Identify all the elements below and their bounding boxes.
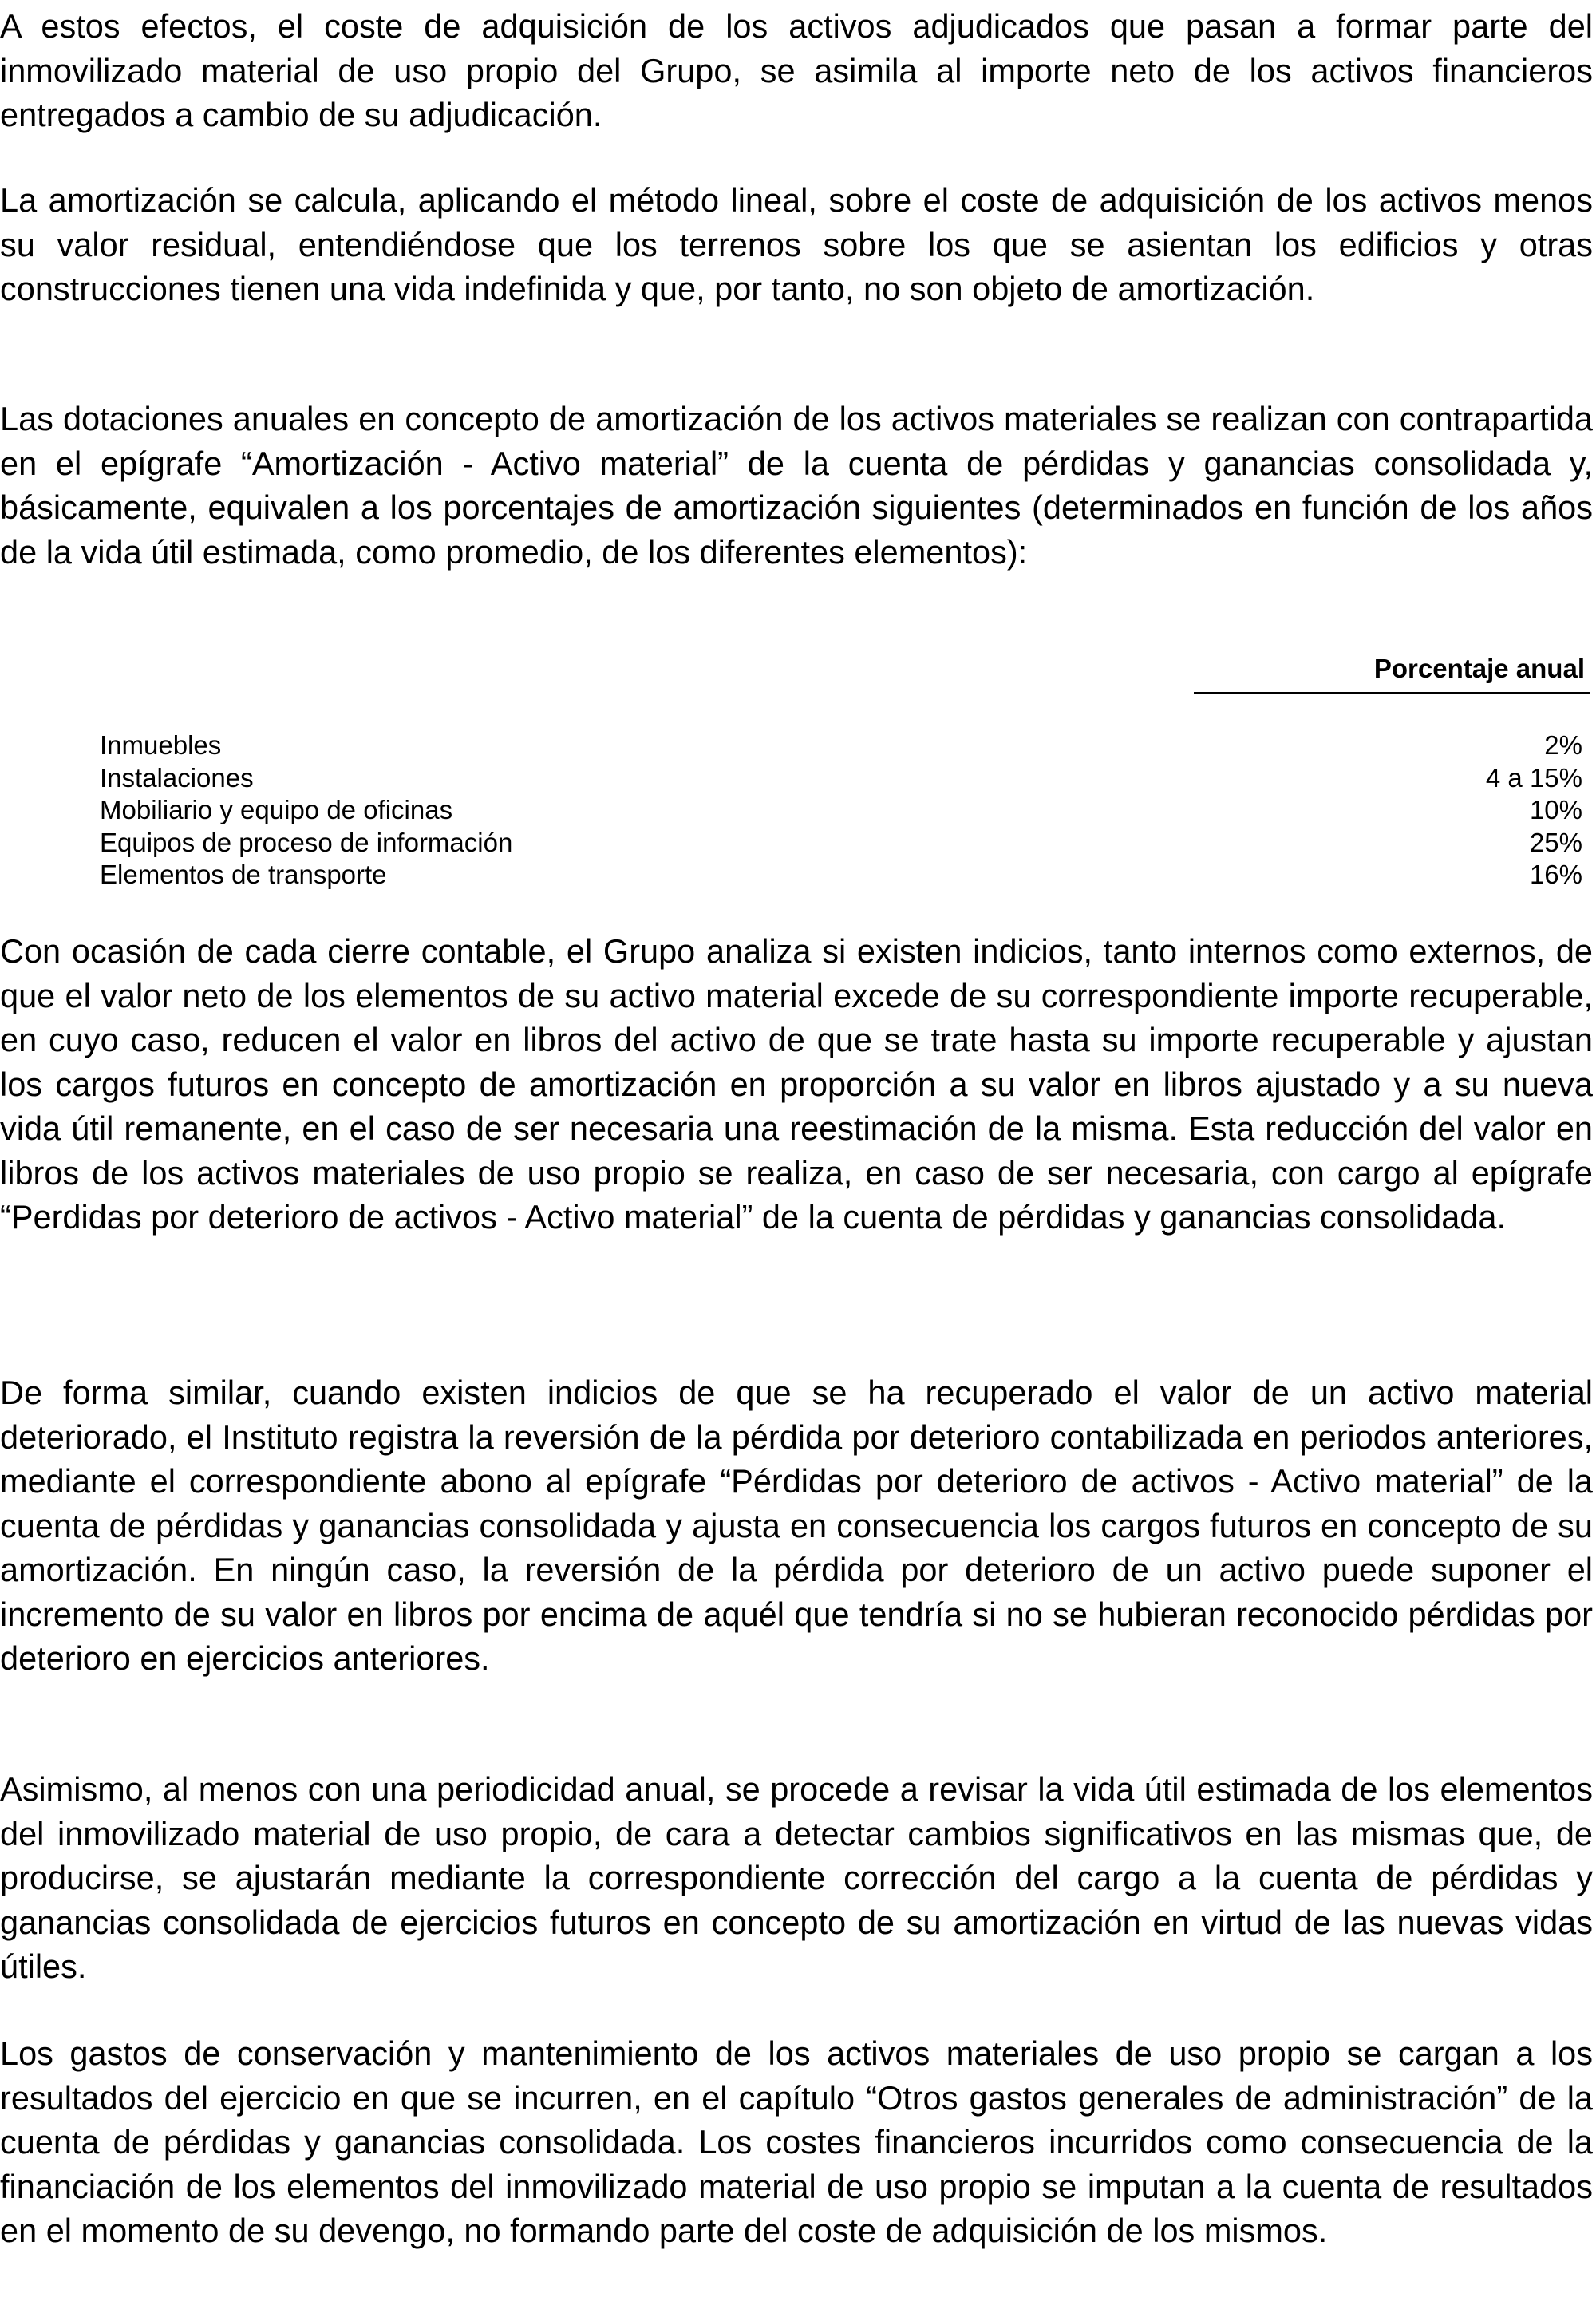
paragraph-revision-vida-util: Asimismo, al menos con una periodicidad anual, se procede a revisar la vida útil estimada de los elementos del inmovilizado material de uso propio, de cara a detectar cambios significativos en las mismas que, de producirse, se ajustarán mediante la correspondiente corrección del cargo a la cuenta de pérdidas y ganancias consolidada de ejercicios futuros en concepto de su amortización en virtud de las nuevas vidas útiles.: [0, 1770, 1593, 1985]
table-row: [100, 762, 1582, 795]
row-label-mobiliario: Mobiliario y equipo de oficinas: [100, 795, 453, 824]
row-label-transporte: Elementos de transporte: [100, 860, 387, 889]
row-value-transporte: 16%: [1529, 860, 1582, 889]
row-value-equipos-informacion: 25%: [1529, 827, 1582, 857]
paragraph-gastos-conservacion: Los gastos de conservación y mantenimiento de los activos materiales de uso propio se cargan a los resultados del ejercicio en que se incurren, en el capítulo “Otros gastos generales de administración” de la cuenta de pérdidas y ganancias consolidada. Los costes financieros incurridos como consecuencia de la financiación de los elementos del inmovilizado material de uso propio se imputan a la cuenta de resultados en el momento de su devengo, no formando parte del coste de adquisición de los mismos.: [0, 2034, 1593, 2249]
row-value-instalaciones: 4 a 15%: [1485, 762, 1582, 793]
row-label-equipos-informacion: Equipos de proceso de información: [100, 827, 513, 857]
table-column-header: Porcentaje anual: [1373, 654, 1585, 683]
table-row: [100, 827, 1582, 860]
row-label-instalaciones: Instalaciones: [100, 762, 254, 793]
paragraph-cierre-contable: Con ocasión de cada cierre contable, el Grupo analiza si existen indicios, tanto internos como externos, de que el valor neto de los elementos de su activo material excede de su correspondiente importe recuperable, en cuyo caso, reducen el valor en libros del activo de que se trate hasta su importe recuperable y ajustan los cargos futuros en concepto de amortización en proporción a su valor en libros ajustado y a su nueva vida útil remanente, en el caso de ser necesaria una reestimación de la misma. Esta reducción del valor en libros de los activos materiales de uso propio se realiza, en caso de ser necesaria, con cargo al epígrafe “Perdidas por deterioro de activos - Activo material” de la cuenta de pérdidas y ganancias consolidada.: [0, 932, 1593, 1236]
paragraph-adquisicion-adjudicados: A estos efectos, el coste de adquisición de los activos adjudicados que pasan a formar parte del inmovilizado material de uso propio del Grupo, se asimila al importe neto de los activos financieros entregados a cambio de su adjudicación.: [0, 7, 1593, 133]
paragraph-dotaciones-anuales: Las dotaciones anuales en concepto de amortización de los activos materiales se realizan con contrapartida en el epígrafe “Amortización - Activo material” de la cuenta de pérdidas y ganancias consolidada y, básicamente, equivalen a los porcentajes de amortización siguientes (determinados en función de los años de la vida útil estimada, como promedio, de los diferentes elementos):: [0, 400, 1593, 571]
table-row: [100, 729, 1582, 762]
row-label-inmuebles: Inmuebles: [100, 730, 222, 760]
table-row: [100, 859, 1582, 892]
row-value-mobiliario: 10%: [1529, 795, 1582, 824]
paragraph-metodo-amortizacion: La amortización se calcula, aplicando el método lineal, sobre el coste de adquisición de los activos menos su valor residual, entendiéndose que los terrenos sobre los que se asientan los edificios y otras construcciones tienen una vida indefinida y que, por tanto, no son objeto de amortización.: [0, 181, 1593, 307]
table-row: [100, 794, 1582, 827]
table-header-rule: [1194, 692, 1590, 694]
row-value-inmuebles: 2%: [1544, 730, 1582, 760]
table-body: [100, 729, 1582, 892]
paragraph-reversion-deterioro: De forma similar, cuando existen indicios de que se ha recuperado el valor de un activo material deteriorado, el Instituto registra la reversión de la pérdida por deterioro contabilizada en periodos anteriores, mediante el correspondiente abono al epígrafe “Pérdidas por deterioro de activos - Activo material” de la cuenta de pérdidas y ganancias consolidada y ajusta en consecuencia los cargos futuros en concepto de su amortización. En ningún caso, la reversión de la pérdida por deterioro de un activo puede suponer el incremento de su valor en libros por encima de aquél que tendría si no se hubieran reconocido pérdidas por deterioro en ejercicios anteriores.: [0, 1374, 1593, 1677]
